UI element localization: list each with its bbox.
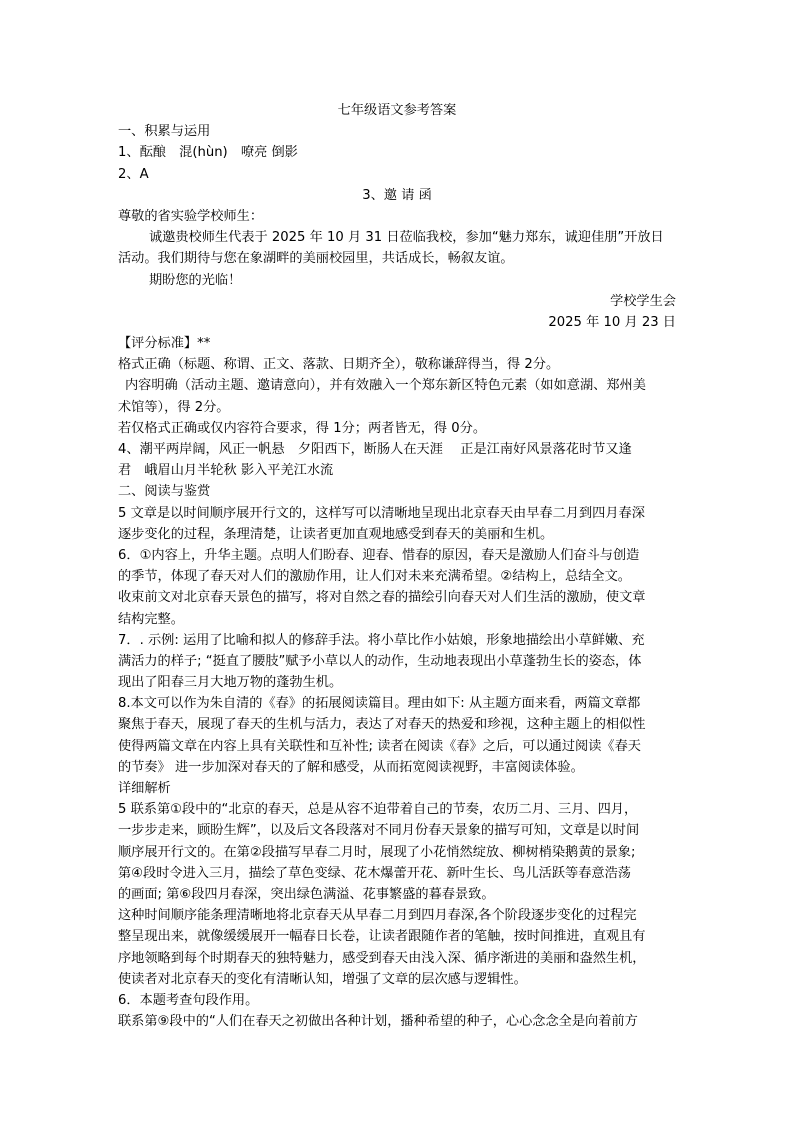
text-line: 聚焦于春天，展现了春天的生机与活力，表达了对春天的热爱和珍视，这种主题上的相似性 — [118, 717, 646, 733]
text-line: 内容明确（活动主题、邀请意向），并有效融入一个郑东新区特色元素（如如意湖、郑州美 — [125, 378, 646, 394]
text-line: 整呈现出来，就像缓缓展开一幅春日长卷，让读者跟随作者的笔触，按时间推进，直观且有 — [118, 929, 646, 945]
text-line: 1、酝酿 混(hùn) 嘹亮 倒影 — [118, 145, 298, 161]
text-line: 顺序展开行文的。在第②段描写早春二月时，展现了小花悄然绽放、柳树梢染鹅黄的景象; — [118, 844, 636, 860]
text-line: 的画面; 第⑥段四月春深，突出绿色满溢、花事繁盛的暮春景致。 — [118, 886, 495, 902]
text-line: 3、邀 请 函 — [362, 187, 432, 203]
text-line: 序地领略到每个时期春天的独特魅力，感受到春天由浅入深、循序渐进的美丽和盎然生机， — [118, 950, 646, 966]
text-line: 使读者对北京春天的变化有清晰认知，增强了文章的层次感与逻辑性。 — [118, 971, 527, 987]
text-line: 收束前文对北京春天景色的描写，将对自然之春的描绘引向春天对人们生活的激励，使文章 — [118, 590, 646, 606]
text-line: 7．. 示例: 运用了比喻和拟人的修辞手法。将小草比作小姑娘，形象地描绘出小草鲜嫩、充 — [118, 632, 645, 648]
text-line: 结构完整。 — [118, 611, 184, 627]
text-line: 尊敬的省实验学校师生： — [118, 208, 264, 224]
text-line: 满活力的样子; “挺直了腰肢”赋予小草以人的动作，生动地表现出小草蓬勃生长的姿态，体 — [118, 653, 642, 669]
text-line: 术馆等），得 2分。 — [118, 399, 230, 415]
text-line: 第④段时令进入三月，描绘了草色变绿、花木爆蕾开花、新叶生长、鸟儿活跃等春意浩荡 — [118, 865, 631, 881]
text-line: 一、积累与运用 — [118, 124, 211, 140]
text-line: 2025 年 10 月 23 日 — [548, 314, 676, 330]
text-line: 2、A — [118, 166, 149, 182]
document-body — [118, 121, 676, 1032]
text-line: 4、潮平两岸阔，风正一帆悬 夕阳西下，断肠人在天涯 正是江南好风景落花时节又逢 — [118, 442, 632, 457]
text-line: 详细解析 — [118, 781, 171, 796]
text-line: 格式正确（标题、称谓、正文、落款、日期齐全），敬称谦辞得当，得 2分。 — [118, 357, 560, 373]
text-line: 学校学生会 — [610, 293, 676, 309]
text-line: 8.本文可以作为朱自清的《春》的拓展阅读篇目。理由如下: 从主题方面来看，两篇文章都 — [118, 696, 641, 712]
text-line: 逐步变化的过程，条理清楚，让读者更加直观地感受到春天的美丽和生机。 — [118, 526, 554, 542]
text-line: 6．本题考查句段作用。 — [118, 992, 259, 1008]
text-line: 的季节，体现了春天对人们的激励作用，让人们对未来充满希望。②结构上，总结全文。 — [118, 569, 631, 585]
text-line: 的节奏》 进一步加深对春天的了解和感受，从而拓宽阅读视野，丰富阅读体验。 — [118, 759, 584, 775]
text-line: 6．①内容上，升华主题。点明人们盼春、迎春、惜春的原因，春天是激励人们奋斗与创造 — [118, 547, 640, 563]
text-line: 君 峨眉山月半轮秋 影入平羌江水流 — [118, 463, 334, 479]
text-line: 【评分标准】** — [118, 336, 211, 352]
text-line: 诚邀贵校师生代表于 2025 年 10 月 31 日莅临我校，参加“魅力郑东，诚迎佳朋”开放日 — [149, 230, 664, 246]
text-line: 活动。我们期待与您在象湖畔的美丽校园里，共话成长，畅叙友谊。 — [118, 251, 514, 267]
text-line: 这种时间顺序能条理清晰地将北京春天从早春二月到四月春深,各个阶段逐步变化的过程完 — [118, 908, 637, 924]
text-line: 期盼您的光临！ — [149, 272, 242, 288]
text-line: 使得两篇文章在内容上具有关联性和互补性; 读者在阅读《春》之后，可以通过阅读《春天 — [118, 738, 641, 754]
text-line: 联系第⑨段中的“人们在春天之初做出各种计划，播种希望的种子，心心念念全是向着前方 — [118, 1014, 638, 1030]
text-line: 二、阅读与鉴赏 — [118, 484, 211, 500]
answer-document — [118, 100, 676, 1032]
text-line: 现出了阳春三月大地万物的蓬勃生机。 — [118, 675, 343, 691]
text-line: 5 文章是以时间顺序展开行文的，这样写可以清晰地呈现出北京春天由早春二月到四月春深 — [118, 505, 645, 521]
document-title: 七年级语文参考答案 — [337, 103, 457, 118]
text-line: 一步步走来，顾盼生辉”，以及后文各段落对不同月份春天景象的描写可知，文章是以时间 — [118, 823, 640, 839]
text-line: 5 联系第①段中的“北京的春天，总是从容不迫带着自己的节奏，农历二月、三月、四月， — [118, 802, 638, 818]
text-line: 若仅格式正确或仅内容符合要求，得 1分；两者皆无，得 0分。 — [118, 420, 487, 436]
